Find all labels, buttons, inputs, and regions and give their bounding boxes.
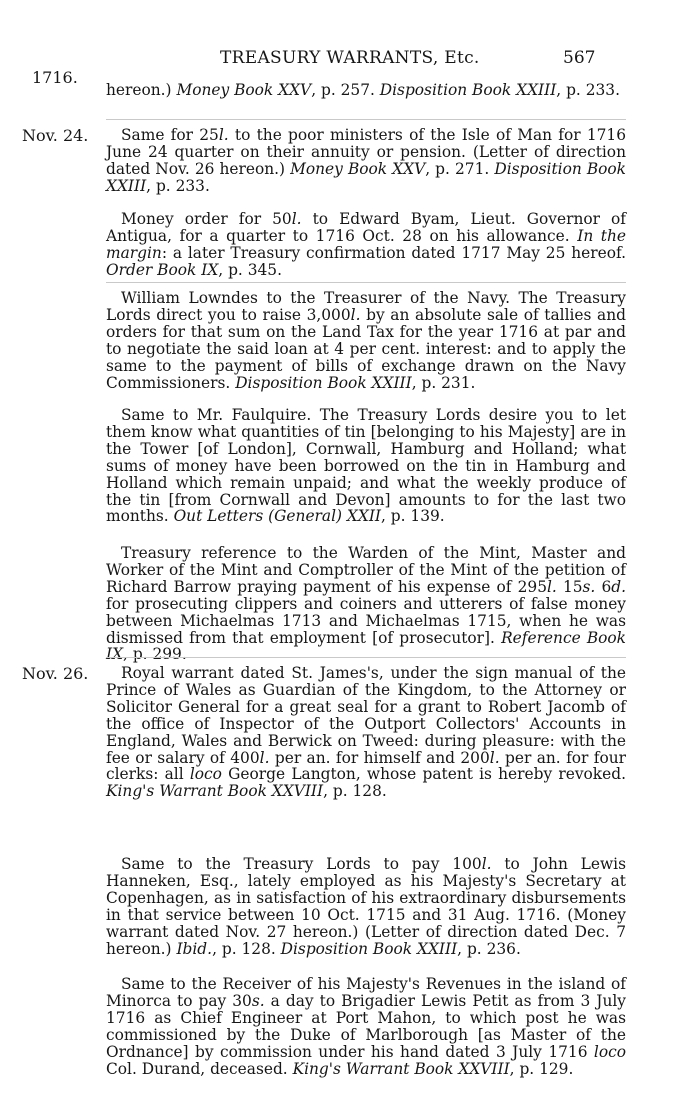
page-number: 567 xyxy=(563,48,596,68)
entry-isle-of-man: Same for 25l. to the poor ministers of the Isle of Man for 1716 June 24 quarter on their annuity or pension. (Letter of direction dated Nov. 26 hereon.) Money Book XXV, p. 271. Disposition Book XXIII, p. 233. xyxy=(106,126,627,195)
entry-faulquire: Same to Mr. Faulquire. The Treasury Lords desire you to let them know what quantities of tin [belonging to his Majesty] are in the Tower [of London], Cornwall, Hamburg and Holland; what sums of money have been borrowed on the tin in Hamburg and Holland which remain unpaid; and what the weekly produce of the tin [from Cornwall and Devon] amounts to for the last two months. Out Letters (General) XXII, p. 139. xyxy=(106,406,626,526)
divider xyxy=(106,657,626,658)
entry-antigua: Money order for 50l. to Edward Byam, Lieut. Governor of Antigua, for a quarter to 1716 Oct. 28 on his allowance. In the margin: a later Treasury confirmation dated 1717 May 25 hereof. Order Book IX, p. 345. xyxy=(106,210,627,279)
entry-continuation: hereon.) Money Book XXV, p. 257. Disposition Book XXIII, p. 233. xyxy=(106,81,620,99)
margin-date-nov-26: Nov. 26. xyxy=(22,664,89,683)
entry-hanneken: Same to the Treasury Lords to pay 100l. to John Lewis Hanneken, Esq., lately employed as his Majesty's Secretary at Copenhagen, as in satisfaction of his extraordinary disbursements in that service between 10 Oct. 1715 and 31 Aug. 1716. (Money warrant dated Nov. 27 hereon.) (Letter of direction dated Dec. 7 hereon.) Ibid., p. 128. Disposition Book XXIII, p. 236. xyxy=(106,855,626,958)
entry-minorca-petit: Same to the Receiver of his Majesty's Revenues in the island of Minorca to pay 30s. a day to Brigadier Lewis Petit as from 3 July 1716 as Chief Engineer at Port Mahon, to which post he was commissioned by the Duke of Marlborough [as Master of the Ordnance] by commission under his hand dated 3 July 1716 loco Col. Durand, deceased. King's Warrant Book XXVIII, p. 129. xyxy=(106,975,626,1078)
entry-mint-reference: Treasury reference to the Warden of the Mint, Master and Worker of the Mint and Comptroller of the Mint of the petition of Richard Barrow praying payment of his expense of 295l. 15s. 6d. for prosecuting clippers and coiners and utterers of false money between Michaelmas 1713 and Michaelmas 1715, when he was dismissed from that employment [of prosecutor]. Reference Book IX, p. 299. xyxy=(106,544,626,664)
divider xyxy=(106,282,626,283)
margin-date-nov-24: Nov. 24. xyxy=(22,126,89,145)
page-header xyxy=(0,48,692,87)
entry-treasurer-of-navy: William Lowndes to the Treasurer of the Navy. The Treasury Lords direct you to raise 3,000l. by an absolute sale of tallies and orders for that sum on the Land Tax for the year 1716 at par and to negotiate the said loan at 4 per cent. interest: and to apply the same to the payment of bills of exchange drawn on the Navy Commissioners. Disposition Book XXIII, p. 231. xyxy=(106,289,627,392)
entry-royal-warrant-jacomb: Royal warrant dated St. James's, under the sign manual of the Prince of Wales as Guardian of the Kingdom, to the Attorney or Solicitor General for a great seal for a grant to Robert Jacomb of the office of Inspector of the Outport Collectors' Accounts in England, Wales and Berwick on Tweed: during pleasure: with the fee or salary of 400l. per an. for himself and 200l. per an. for four clerks: all loco George Langton, whose patent is hereby revoked. King's Warrant Book XXVIII, p. 128. xyxy=(106,664,627,801)
divider xyxy=(106,119,626,120)
margin-year: 1716. xyxy=(32,68,78,87)
running-title: TREASURY WARRANTS, Etc. xyxy=(220,48,480,68)
